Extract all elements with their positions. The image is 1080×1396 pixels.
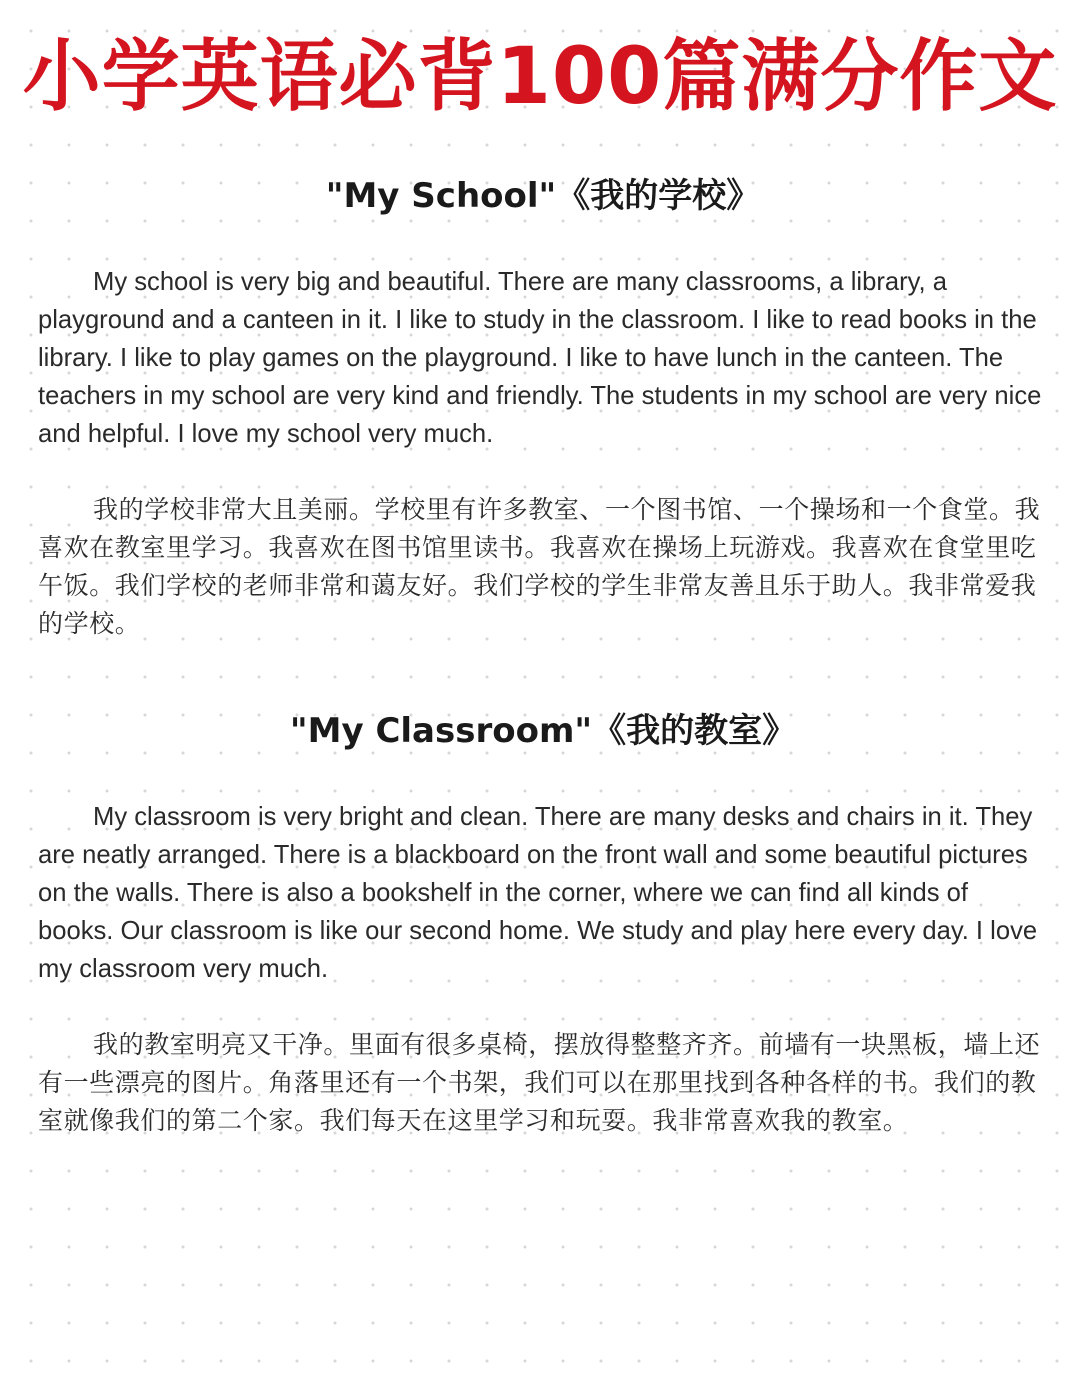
article-heading: "My School"《我的学校》 — [325, 176, 761, 216]
english-paragraph: My classroom is very bright and clean. There are many desks and chairs in it. They are neatly arranged. There is a blackboard on the front wall and some beautiful pictures on the walls. There is also a bookshelf in the corner, where we can find all kinds of books. Our classroom is like our second home. We study and play here every day. I love my classroom very much. — [38, 803, 1038, 983]
chinese-paragraph: 我的教室明亮又干净。里面有很多桌椅，摆放得整整齐齐。前墙有一块黑板，墙上还有一些漂亮的图片。角落里还有一个书架，我们可以在那里找到各种各样的书。我们的教室就像我们的第二个家。我们每天在这里学习和玩耍。我非常喜欢我的教室。 — [38, 1030, 1041, 1135]
article-my-classroom — [38, 703, 1048, 1140]
article-my-school — [38, 168, 1048, 643]
chinese-paragraph: 我的学校非常大且美丽。学校里有许多教室、一个图书馆、一个操场和一个食堂。我喜欢在教室里学习。我喜欢在图书馆里读书。我喜欢在操场上玩游戏。我喜欢在食堂里吃午饭。我们学校的老师非常和蔼友好。我们学校的学生非常友善且乐于助人。我非常爱我的学校。 — [38, 495, 1041, 638]
article-heading: "My Classroom"《我的教室》 — [289, 711, 797, 751]
page-title: 小学英语必背100篇满分作文 — [22, 32, 1058, 122]
english-paragraph: My school is very big and beautiful. There are many classrooms, a library, a playground and a canteen in it. I like to study in the classroom. I like to read books in the library. I like to play games on the playground. I like to have lunch in the canteen. The teachers in my school are very kind and friendly. The students in my school are very nice and helpful. I love my school very much. — [38, 268, 1042, 448]
